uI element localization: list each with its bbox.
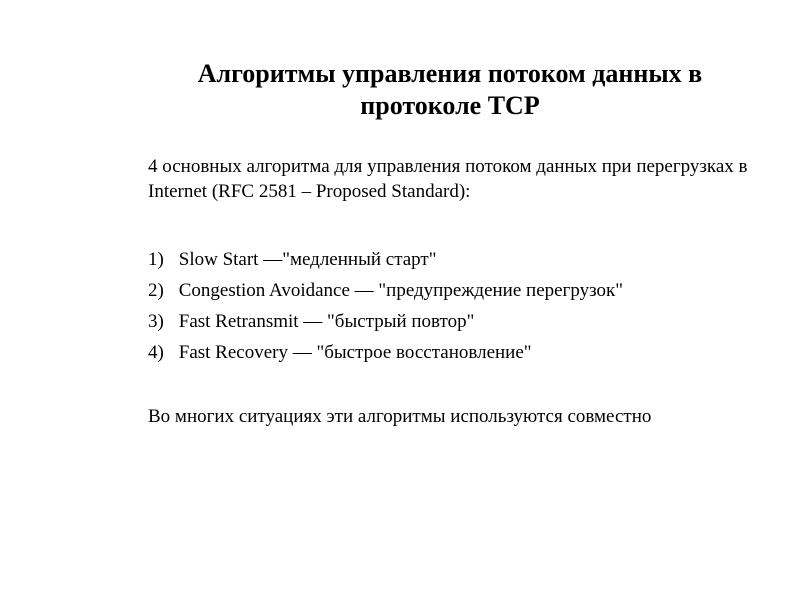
list-item-number: 4) <box>148 342 164 363</box>
list-item-number: 3) <box>148 311 164 332</box>
intro-paragraph: 4 основных алгоритма для управления потоком данных при перегрузках в Internet (RFC 2581 – Proposed Standard): <box>148 156 748 202</box>
list-item-text: Fast Retransmit — "быстрый повтор" <box>178 311 475 332</box>
list-item-number: 2) <box>148 280 164 301</box>
slide-title: Алгоритмы управления потоком данных в протоколе TCP <box>197 59 703 120</box>
outro-paragraph: Во многих ситуациях эти алгоритмы используются совместно <box>148 406 652 427</box>
list-item <box>148 340 768 371</box>
algorithm-list <box>148 247 768 371</box>
list-item <box>148 278 768 309</box>
list-item <box>148 309 768 340</box>
list-item-number: 1) <box>148 249 164 270</box>
list-item-text: Congestion Avoidance — "предупреждение перегрузок" <box>178 280 623 301</box>
list-item <box>148 247 768 278</box>
list-item-text: Slow Start —"медленный старт" <box>178 249 437 270</box>
list-item-text: Fast Recovery — "быстрое восстановление" <box>178 342 532 363</box>
